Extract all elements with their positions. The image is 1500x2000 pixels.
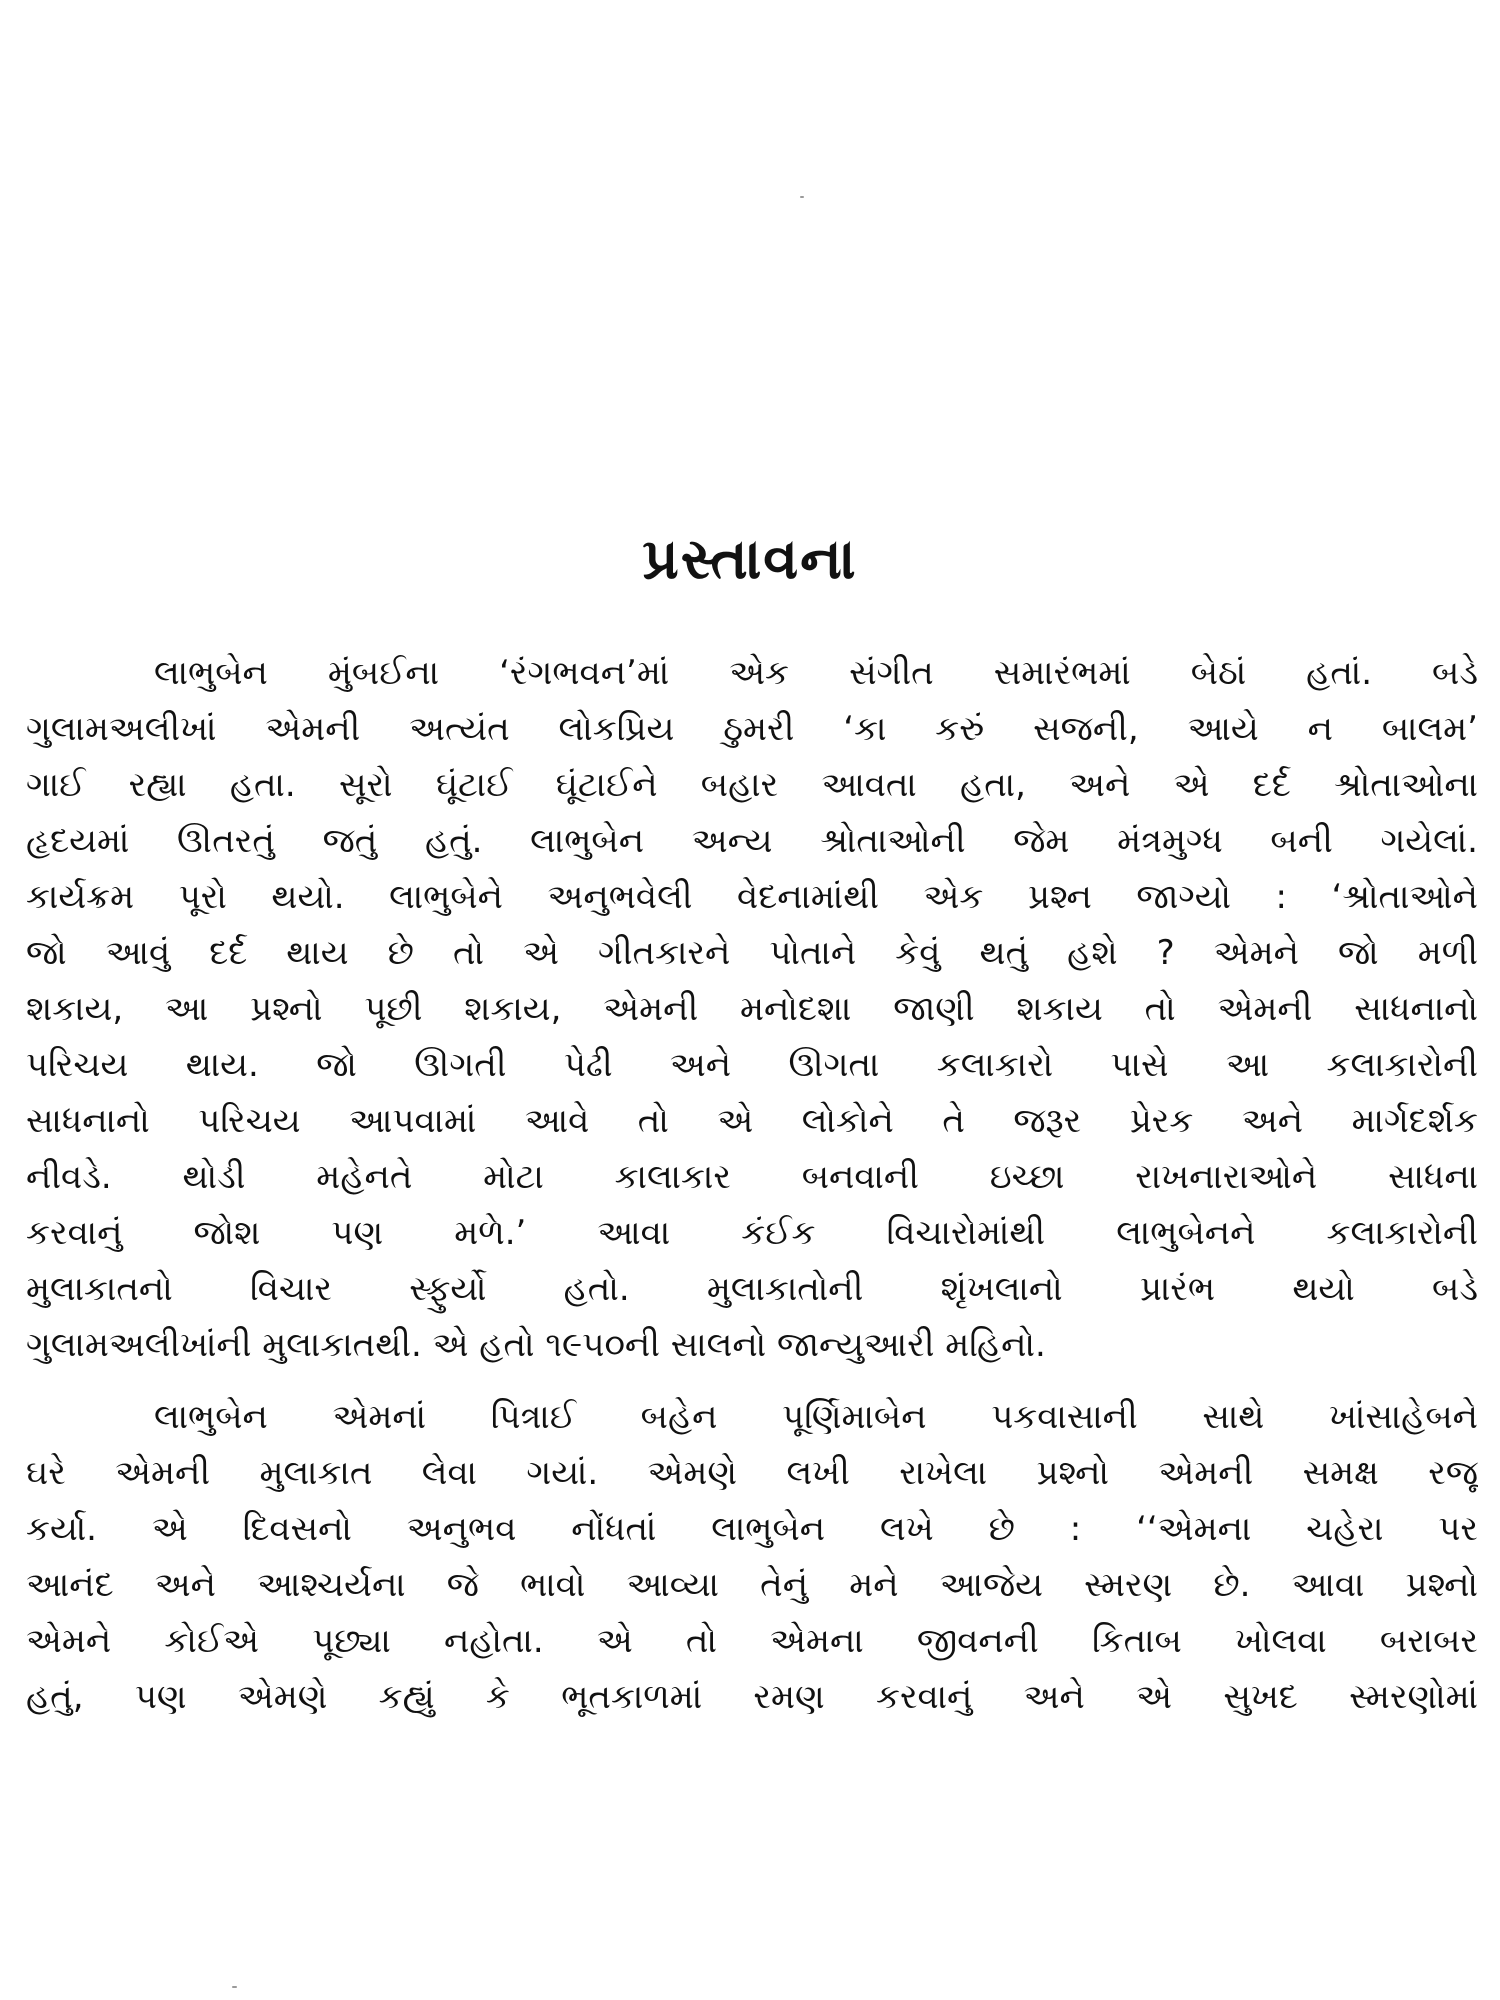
- text-line: મુલાકાતનો વિચાર સ્ફુર્યો હતો. મુલાકાતોની શૃંખલાનો પ્રારંભ થયો બડે: [26, 1269, 1478, 1309]
- text-line: હતું, પણ એમણે કહ્યું કે ભૂતકાળમાં રમણ કરવાનું અને એ સુખદ સ્મરણોમાં: [26, 1677, 1478, 1717]
- text-line: લાભુબેન મુંબઈના ‘રંગભવન’માં એક સંગીત સમારંભમાં બેઠાં હતાં. બડે: [154, 653, 1478, 693]
- text-line: નીવડે. થોડી મહેનતે મોટા કાલાકાર બનવાની ઇચ્છા રાખનારાઓને સાધના: [26, 1157, 1478, 1197]
- text-line: જો આવું દર્દ થાય છે તો એ ગીતકારને પોતાને કેવું થતું હશે ? એમને જો મળી: [26, 933, 1478, 973]
- text-line: ગુલામઅલીખાં એમની અત્યંત લોકપ્રિય ઠુમરી ‘કા કરું સજની, આયે ન બાલમ’: [26, 709, 1478, 749]
- text-line: કર્યા. એ દિવસનો અનુભવ નોંધતાં લાભુબેન લખે છે : ‘‘એમના ચહેરા પર: [26, 1509, 1478, 1549]
- text-line: કરવાનું જોશ પણ મળે.’ આવા કંઈક વિચારોમાંથી લાભુબેનને કલાકારોની: [26, 1213, 1478, 1253]
- scan-speck: [800, 196, 804, 198]
- text-line: હૃદયમાં ઊતરતું જતું હતું. લાભુબેન અન્ય શ્રોતાઓની જેમ મંત્રમુગ્ધ બની ગયેલાં.: [26, 821, 1478, 861]
- text-line: ગુલામઅલીખાંની મુલાકાતથી. એ હતો ૧૯૫૦ની સાલનો જાન્યુઆરી મહિનો.: [26, 1325, 1046, 1365]
- text-line: ઘરે એમની મુલાકાત લેવા ગયાં. એમણે લખી રાખેલા પ્રશ્નો એમની સમક્ષ રજૂ: [26, 1453, 1478, 1493]
- text-line: લાભુબેન એમનાં પિત્રાઈ બહેન પૂર્ણિમાબેન પકવાસાની સાથે ખાંસાહેબને: [154, 1397, 1478, 1437]
- body-text: [26, 645, 1478, 1725]
- page-title: પ્રસ્તાવના: [642, 527, 858, 592]
- scan-speck: [232, 1986, 237, 1988]
- text-line: ગાઈ રહ્યા હતા. સૂરો ઘૂંટાઈ ઘૂંટાઈને બહાર આવતા હતા, અને એ દર્દ શ્રોતાઓના: [26, 765, 1478, 805]
- paragraph-gap: [26, 1373, 1478, 1389]
- text-line: એમને કોઈએ પૂછ્યા નહોતા. એ તો એમના જીવનની કિતાબ ખોલવા બરાબર: [26, 1621, 1478, 1661]
- text-line: કાર્યક્રમ પૂરો થયો. લાભુબેને અનુભવેલી વેદનામાંથી એક પ્રશ્ન જાગ્યો : ‘શ્રોતાઓને: [26, 877, 1478, 917]
- text-line: સાધનાનો પરિચય આપવામાં આવે તો એ લોકોને તે જરૂર પ્રેરક અને માર્ગદર્શક: [26, 1101, 1478, 1141]
- text-line: આનંદ અને આશ્ચર્યના જે ભાવો આવ્યા તેનું મને આજેય સ્મરણ છે. આવા પ્રશ્નો: [26, 1565, 1478, 1605]
- text-line: શકાય, આ પ્રશ્નો પૂછી શકાય, એમની મનોદશા જાણી શકાય તો એમની સાધનાનો: [26, 989, 1478, 1029]
- text-line: પરિચય થાય. જો ઊગતી પેઢી અને ઊગતા કલાકારો પાસે આ કલાકારોની: [26, 1045, 1478, 1085]
